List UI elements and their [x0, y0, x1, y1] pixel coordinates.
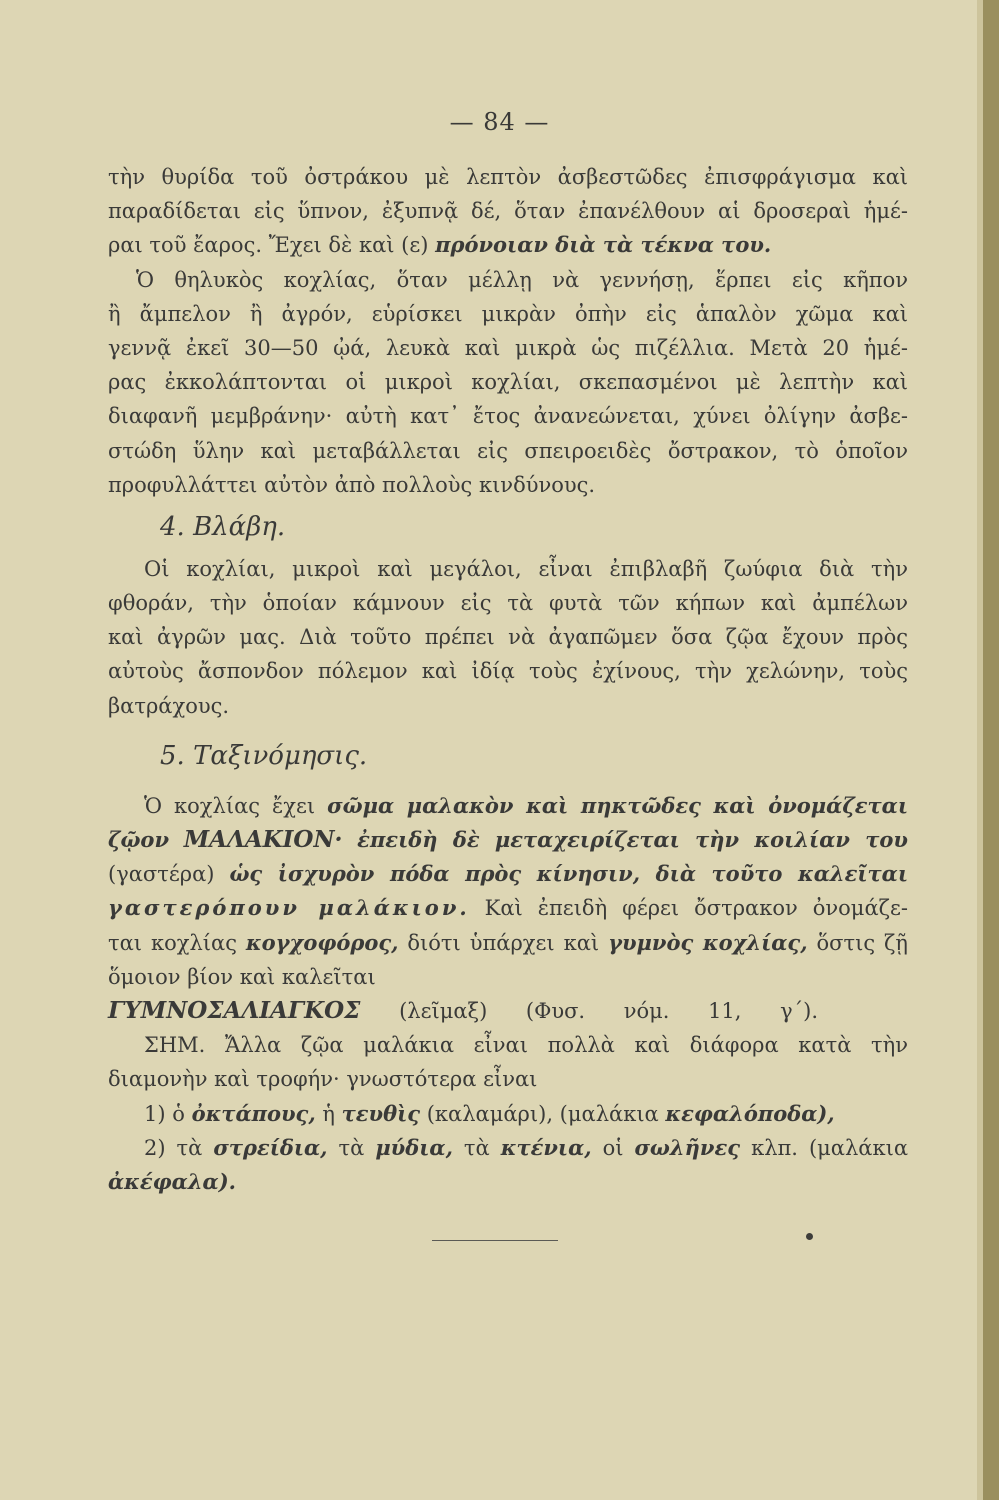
end-rule: [432, 1240, 558, 1241]
text-line: ΓΥΜΝΟΣΑΛΙΑΓΚΟΣ (λεῖμαξ) (Φυσ. νόμ. 11, γ΄).: [108, 996, 818, 1024]
note-line: ΣΗΜ. Ἄλλα ζῷα μαλάκια εἶναι πολλὰ καὶ διάφορα κατὰ τὴν: [144, 1033, 908, 1058]
text-line: αὐτοὺς ἄσπονδον πόλεμον καὶ ἰδίᾳ τοὺς ἐχίνους, τὴν χελώνην, τοὺς: [108, 659, 908, 684]
text-line: ἢ ἄμπελον ἢ ἀγρόν, εὑρίσκει μικρὰν ὀπὴν εἰς ἁπαλὸν χῶμα καὶ: [108, 301, 908, 326]
ink-dot: [806, 1233, 813, 1240]
text-line: προφυλλάττει αὐτὸν ἀπὸ πολλοὺς κινδύνους.: [108, 472, 596, 497]
text-line: ραι τοῦ ἔαρος. Ἔχει δὲ καὶ (ε) πρόνοιαν διὰ τὰ τέκνα του.: [108, 232, 772, 258]
section-heading: 5. Ταξινόμησις.: [160, 740, 368, 771]
text-line: παραδίδεται εἰς ὕπνον, ἐξυπνᾷ δέ, ὅταν ἐπανέλθουν αἱ δροσεραὶ ἡμέ-: [108, 199, 908, 224]
text-line: ζῷον ΜΑΛΑΚΙΟΝ· ἐπειδὴ δὲ μεταχειρίζεται τὴν κοιλίαν του: [108, 826, 908, 853]
text-line: στώδη ὕλην καὶ μεταβάλλεται εἰς σπειροειδὲς ὄστρακον, τὸ ὁποῖον: [108, 438, 908, 463]
note-item-2: 2) τὰ στρείδια, τὰ μύδια, τὰ κτένια, οἱ σωλῆνες κλπ. (μαλάκια: [144, 1134, 909, 1160]
section-heading: 4. Βλάβη.: [160, 511, 286, 542]
emphasis: πρόνοιαν διὰ τὰ τέκνα του.: [435, 232, 772, 258]
text-line: βατράχους.: [108, 693, 230, 718]
text-line: τὴν θυρίδα τοῦ ὀστράκου μὲ λεπτὸν ἀσβεστῶδες ἐπισφράγισμα καὶ: [108, 165, 908, 189]
note-item-1: 1) ὁ ὀκτάπους, ἡ τευθὶς (καλαμάρι), (μαλάκια κεφαλόποδα),: [144, 1100, 835, 1126]
text-line: Ὁ κοχλίας ἔχει σῶμα μαλακὸν καὶ πηκτῶδες καὶ ὀνομάζεται: [144, 792, 908, 818]
text-line: φθοράν, τὴν ὁποίαν κάμνουν εἰς τὰ φυτὰ τῶν κήπων καὶ ἀμπέλων: [108, 591, 908, 616]
text-line: ρας ἐκκολάπτονται οἱ μικροὶ κοχλίαι, σκεπασμένοι μὲ λεπτὴν καὶ: [108, 370, 908, 395]
text-line: ὅμοιον βίον καὶ καλεῖται: [108, 964, 376, 989]
page-edge: [983, 0, 999, 1500]
text-line: Ὁ θηλυκὸς κοχλίας, ὅταν μέλλῃ νὰ γεννήσῃ, ἕρπει εἰς κῆπον: [136, 267, 908, 292]
note-line: διαμονὴν καὶ τροφήν· γνωστότερα εἶναι: [108, 1067, 538, 1092]
text-line: καὶ ἀγρῶν μας. Διὰ τοῦτο πρέπει νὰ ἀγαπῶμεν ὅσα ζῷα ἔχουν πρὸς: [108, 625, 908, 650]
text-line: ται κοχλίας κογχοφόρος, διότι ὑπάρχει καὶ γυμνὸς κοχλίας, ὅστις ζῇ: [108, 929, 908, 955]
text-line: γεννᾷ ἐκεῖ 30—50 ᾠά, λευκὰ καὶ μικρὰ ὡς πιζέλλια. Μετὰ 20 ἡμέ-: [108, 335, 908, 360]
text-line: Οἱ κοχλίαι, μικροὶ καὶ μεγάλοι, εἶναι ἐπιβλαβῆ ζωύφια διὰ τὴν: [144, 556, 908, 581]
text-line: διαφανῆ μεμβράνην· αὐτὴ κατ᾽ ἔτος ἀνανεώνεται, χύνει ὀλίγην ἀσβε-: [108, 404, 908, 429]
text-line: γαστερόπουν μαλάκιον. Καὶ ἐπειδὴ φέρει ὄστρακον ὀνομάζε-: [108, 895, 908, 921]
page-number: — 84 —: [449, 108, 550, 136]
note-line: ἀκέφαλα).: [108, 1168, 236, 1194]
text-line: (γαστέρα) ὡς ἰσχυρὸν πόδα πρὸς κίνησιν, διὰ τοῦτο καλεῖται: [108, 861, 908, 887]
body-text: [108, 160, 908, 1199]
